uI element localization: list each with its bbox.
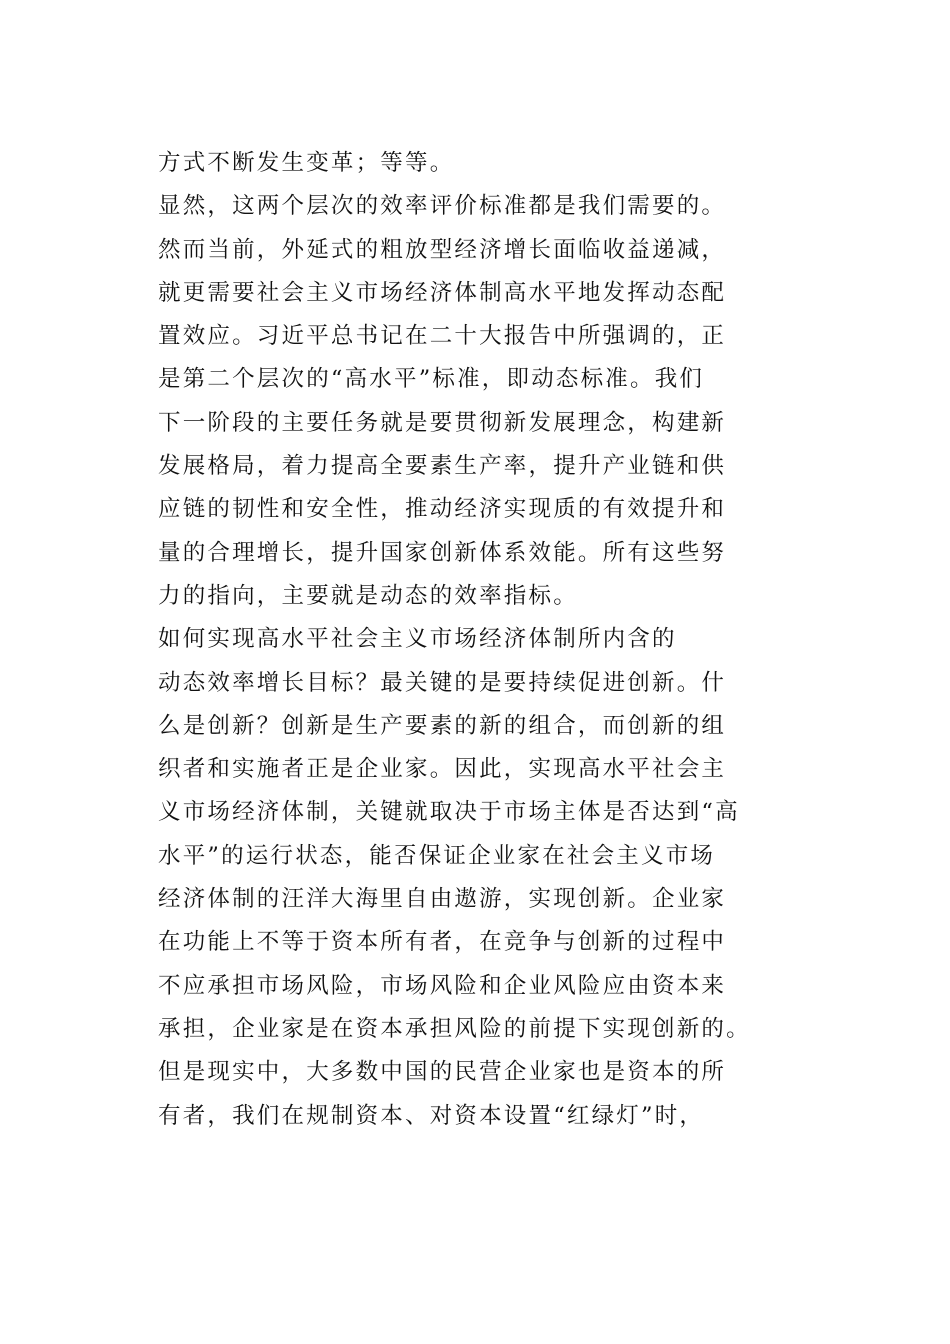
text-line: 就更需要社会主义市场经济体制高水平地发挥动态配 (158, 279, 727, 306)
body-text (158, 142, 798, 1138)
text-line: 不应承担市场风险，市场风险和企业风险应由资本来 (158, 972, 727, 999)
text-line: 动态效率增长目标？最关键的是要持续促进创新。什 (158, 669, 727, 696)
text-line: 在功能上不等于资本所有者，在竞争与创新的过程中 (158, 929, 727, 956)
text-line: 置效应。习近平总书记在二十大报告中所强调的，正 (158, 323, 727, 350)
text-line: 有者，我们在规制资本、对资本设置“红绿灯”时， (158, 1102, 705, 1129)
text-line: 是第二个层次的“高水平”标准，即动态标准。我们 (158, 366, 705, 393)
text-line: 织者和实施者正是企业家。因此，实现高水平社会主 (158, 756, 727, 783)
text-line: 力的指向，主要就是动态的效率指标。 (158, 582, 578, 609)
text-line: 然而当前，外延式的粗放型经济增长面临收益递减， (158, 236, 727, 263)
text-line: 义市场经济体制，关键就取决于市场主体是否达到“高 (158, 799, 740, 826)
text-line: 如何实现高水平社会主义市场经济体制所内含的 (158, 626, 677, 653)
text-line: 量的合理增长，提升国家创新体系效能。所有这些努 (158, 539, 727, 566)
text-line: 显然，这两个层次的效率评价标准都是我们需要的。 (158, 193, 727, 220)
text-line: 经济体制的汪洋大海里自由遨游，实现创新。企业家 (158, 886, 727, 913)
text-line: 承担，企业家是在资本承担风险的前提下实现创新的。 (158, 1015, 751, 1042)
text-line: 发展格局，着力提高全要素生产率，提升产业链和供 (158, 453, 727, 480)
text-line: 水平”的运行状态，能否保证企业家在社会主义市场 (158, 842, 716, 869)
text-line: 但是现实中，大多数中国的民营企业家也是资本的所 (158, 1059, 727, 1086)
text-line: 方式不断发生变革；等等。 (158, 150, 455, 176)
text-line: 么是创新？创新是生产要素的新的组合，而创新的组 (158, 712, 727, 739)
text-line: 下一阶段的主要任务就是要贯彻新发展理念，构建新 (158, 409, 727, 436)
text-line: 应链的韧性和安全性，推动经济实现质的有效提升和 (158, 496, 727, 523)
